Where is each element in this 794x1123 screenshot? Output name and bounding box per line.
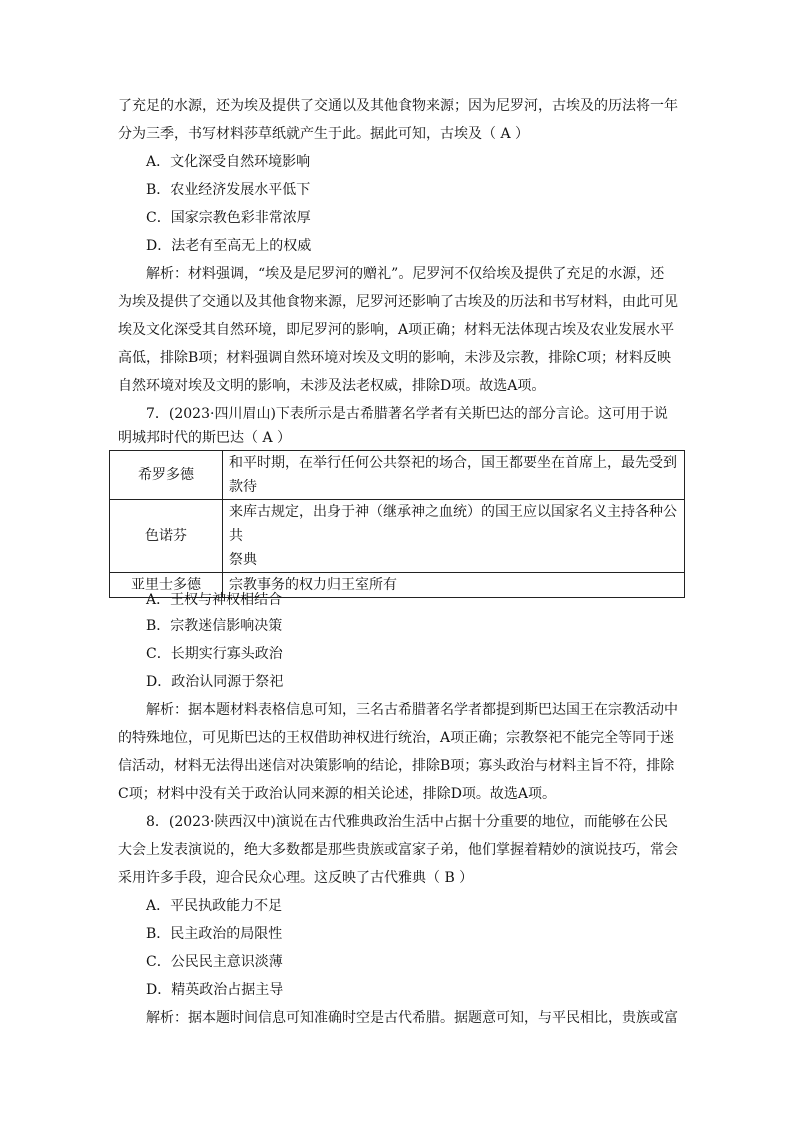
- table-row: [110, 500, 685, 573]
- table-cell-scholar: 希罗多德: [110, 451, 223, 500]
- q6-analysis-line: 自然环境对埃及文明的影响，未涉及法老权威，排除D项。故选A项。: [118, 378, 546, 394]
- q6-analysis-line: 解析：材料强调，“埃及是尼罗河的赠礼”。尼罗河不仅给埃及提供了充足的水源，还: [146, 266, 665, 282]
- q7-option-a: A．王权与神权相结合: [146, 592, 283, 608]
- q8-option-b: B．民主政治的局限性: [146, 926, 283, 942]
- table-cell-quote: [223, 451, 685, 500]
- q8-option-d: D．精英政治占据主导: [146, 982, 284, 998]
- q7-stem-line: 明城邦时代的斯巴达（ A ）: [118, 430, 292, 446]
- q7-option-c: C．长期实行寡头政治: [146, 646, 283, 662]
- quote-line: 款待: [229, 479, 257, 495]
- q6-option-a: A．文化深受自然环境影响: [146, 154, 311, 170]
- q6-stem-line: 了充足的水源，还为埃及提供了交通以及其他食物来源；因为尼罗河，古埃及的历法将一年: [118, 98, 678, 114]
- q6-analysis-line: 为埃及提供了交通以及其他食物来源，尼罗河还影响了古埃及的历法和书写材料，由此可见: [118, 294, 678, 310]
- q7-analysis-line: 的特殊地位，可见斯巴达的王权借助神权进行统治，A项正确；宗教祭祀不能完全等同于迷: [118, 730, 675, 746]
- q7-option-d: D．政治认同源于祭祀: [146, 674, 284, 690]
- q8-option-c: C．公民民主意识淡薄: [146, 954, 283, 970]
- q7-analysis-line: 信活动，材料无法得出迷信对决策影响的结论，排除B项；寡头政治与材料主旨不符，排除: [118, 758, 675, 774]
- q6-option-d: D．法老有至高无上的权威: [146, 238, 312, 254]
- q6-stem-line: 分为三季，书写材料莎草纸就产生于此。据此可知，古埃及（ A ）: [118, 126, 530, 142]
- table-cell-scholar: 亚里士多德: [110, 573, 223, 598]
- quote-line: 宗教事务的权力归王室所有: [229, 577, 397, 593]
- table-cell-scholar: 色诺芬: [110, 500, 223, 573]
- q7-analysis-line: 解析：据本题材料表格信息可知，三名古希腊著名学者都提到斯巴达国王在宗教活动中: [146, 702, 678, 718]
- quote-line: 祭典: [229, 552, 257, 568]
- q7-quote-table: [109, 450, 685, 598]
- q7-stem-line: 7．(2023·四川眉山)下表所示是古希腊著名学者有关斯巴达的部分言论。这可用于说: [146, 406, 668, 422]
- q6-option-c: C．国家宗教色彩非常浓厚: [146, 210, 311, 226]
- table-row: [110, 451, 685, 500]
- q8-stem-line: 采用许多手段，迎合民众心理。这反映了古代雅典（ B ）: [118, 870, 474, 886]
- quote-line: 和平时期，在举行任何公共祭祀的场合，国王都要坐在首席上，最先受到: [229, 455, 677, 471]
- q7-option-b: B．宗教迷信影响决策: [146, 618, 283, 634]
- q6-option-b: B．农业经济发展水平低下: [146, 182, 311, 198]
- q8-option-a: A．平民执政能力不足: [146, 898, 283, 914]
- q8-stem-line: 8．(2023·陕西汉中)演说在古代雅典政治生活中占据十分重要的地位，而能够在公民: [146, 814, 668, 830]
- q8-stem-line: 大会上发表演说的，绝大多数都是那些贵族或富家子弟，他们掌握着精妙的演说技巧，常会: [118, 842, 678, 858]
- q6-analysis-line: 埃及文化深受其自然环境，即尼罗河的影响，A项正确；材料无法体现古埃及农业发展水平: [118, 322, 675, 338]
- q8-analysis-line: 解析：据本题时间信息可知准确时空是古代希腊。据题意可知，与平民相比，贵族或富: [146, 1010, 678, 1026]
- table-cell-quote: [223, 573, 685, 598]
- table-cell-quote: [223, 500, 685, 573]
- q6-analysis-line: 高低，排除B项；材料强调自然环境对埃及文明的影响，未涉及宗教，排除C项；材料反映: [118, 350, 671, 366]
- quote-line: 来库古规定，出身于神（继承神之血统）的国王应以国家名义主持各种公共: [229, 504, 677, 544]
- q7-analysis-line: C项；材料中没有关于政治认同来源的相关论述，排除D项。故选A项。: [118, 786, 557, 802]
